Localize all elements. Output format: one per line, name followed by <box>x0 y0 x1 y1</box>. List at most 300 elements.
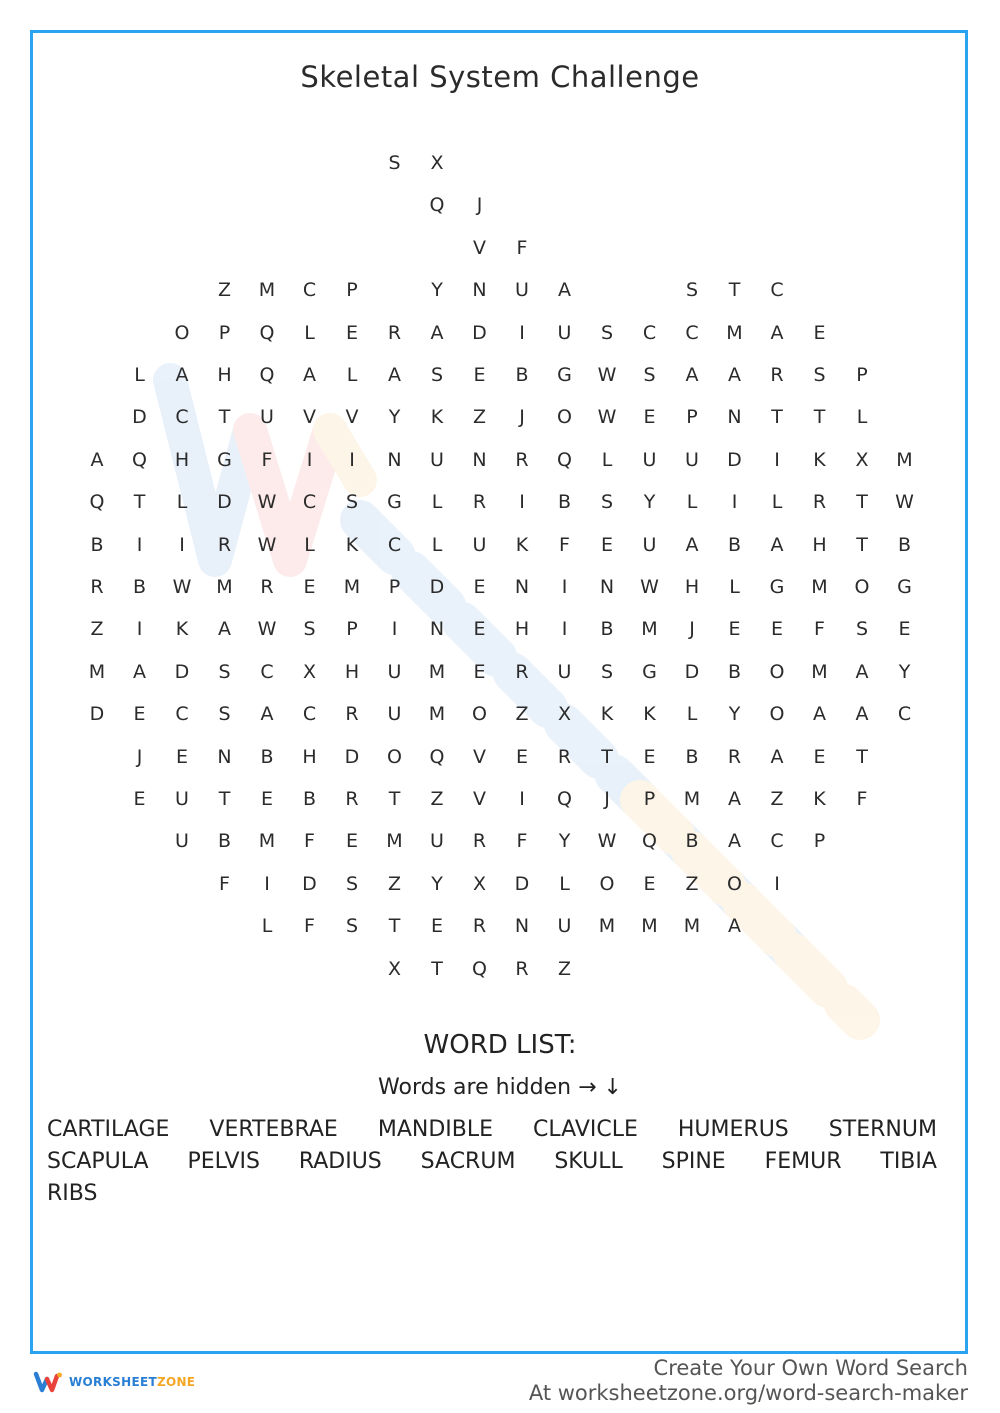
grid-letter: F <box>219 872 230 895</box>
grid-letter: I <box>774 872 780 895</box>
grid-letter: I <box>264 872 270 895</box>
grid-letter: S <box>600 660 614 683</box>
grid-letter: E <box>643 406 656 429</box>
grid-letter: E <box>813 321 826 344</box>
grid-letter: S <box>600 491 614 514</box>
grid-letter: L <box>431 491 443 514</box>
grid-letter: D <box>684 660 700 683</box>
grid-letter: E <box>133 788 146 810</box>
grid-letter: L <box>176 491 188 514</box>
grid-letter: I <box>306 448 313 471</box>
grid-letter: L <box>856 406 868 429</box>
word-list-row <box>47 1117 937 1147</box>
grid-letter: E <box>473 618 486 641</box>
grid-letter: H <box>684 576 700 598</box>
grid-letter: A <box>685 364 699 386</box>
grid-letter: A <box>770 745 784 768</box>
grid-letter: K <box>175 618 189 641</box>
grid-letter: E <box>813 745 826 768</box>
grid-letter: A <box>728 830 741 853</box>
grid-letter: N <box>514 576 530 598</box>
grid-letter: A <box>90 448 104 471</box>
grid-letter: C <box>302 279 317 302</box>
grid-letter: T <box>728 279 741 302</box>
grid-letter: E <box>345 830 358 853</box>
grid-letter: P <box>813 830 826 853</box>
grid-letter: D <box>174 660 190 683</box>
grid-letter: Y <box>388 406 401 429</box>
grid-letter: U <box>260 406 274 429</box>
grid-letter: R <box>387 321 402 344</box>
grid-letter: C <box>175 703 189 726</box>
grid-letter: G <box>769 576 785 598</box>
word-list-heading: WORD LIST: <box>423 1030 577 1060</box>
grid-letter: I <box>391 618 398 641</box>
grid-letter: E <box>898 618 911 641</box>
grid-letter: P <box>686 406 698 429</box>
grid-letter: A <box>728 788 741 810</box>
grid-letter: D <box>727 448 742 471</box>
grid-letter: G <box>557 364 572 386</box>
grid-letter: M <box>258 830 276 853</box>
grid-letter: R <box>727 745 742 768</box>
grid-letter: X <box>855 448 869 471</box>
grid-letter: S <box>345 491 359 514</box>
grid-letter: L <box>304 321 315 344</box>
grid-letter: R <box>90 576 104 598</box>
worksheetzone-logo-icon <box>33 1371 63 1393</box>
grid-letter: I <box>136 533 143 556</box>
grid-letter: Z <box>430 788 444 810</box>
grid-letter: Z <box>685 872 699 895</box>
grid-letter: H <box>302 745 317 768</box>
grid-letter: J <box>604 788 610 810</box>
grid-letter: S <box>855 618 869 641</box>
grid-letter: W <box>257 491 277 514</box>
grid-letter: Z <box>770 788 784 810</box>
grid-letter: M <box>683 788 701 810</box>
word-list-hint: Words are hidden → ↓ <box>378 1075 622 1100</box>
grid-letter: V <box>473 236 486 259</box>
grid-letter: F <box>304 915 315 938</box>
grid-letter: V <box>473 788 486 810</box>
grid-letter: L <box>601 448 613 471</box>
grid-letter: S <box>643 364 656 386</box>
grid-letter: C <box>642 321 657 344</box>
grid-letter: M <box>343 576 361 598</box>
grid-letter: U <box>387 703 402 726</box>
grid-letter: W <box>257 533 277 556</box>
grid-letter: I <box>519 788 525 810</box>
grid-letter: L <box>771 491 783 514</box>
grid-letter: I <box>731 491 738 514</box>
grid-letter: N <box>514 915 530 938</box>
grid-letter: S <box>218 703 231 726</box>
grid-letter: G <box>897 576 912 598</box>
word-item: RADIUS <box>298 1149 382 1174</box>
grid-letter: A <box>303 364 316 386</box>
grid-letter: P <box>388 576 401 598</box>
grid-letter: U <box>430 448 444 471</box>
grid-letter: W <box>597 364 617 386</box>
grid-letter: M <box>683 915 701 938</box>
footer-url-line[interactable]: At worksheetzone.org/word-search-maker <box>528 1381 968 1405</box>
grid-letter: A <box>685 533 699 556</box>
grid-letter: R <box>472 491 487 514</box>
grid-letter: E <box>303 576 316 598</box>
grid-letter: X <box>302 660 317 683</box>
grid-letter: T <box>856 533 868 556</box>
grid-letter: B <box>217 830 232 853</box>
grid-letter: L <box>686 491 698 514</box>
grid-letter: X <box>557 703 572 726</box>
grid-letter: V <box>473 745 486 768</box>
grid-letter: J <box>689 618 695 641</box>
grid-letter: M <box>386 830 403 853</box>
grid-letter: M <box>896 448 913 471</box>
grid-letter: B <box>685 830 699 853</box>
word-item: CLAVICLE <box>533 1117 638 1142</box>
grid-letter: R <box>217 533 232 556</box>
grid-letter: M <box>216 576 233 598</box>
grid-letter: I <box>179 533 185 556</box>
grid-letter: M <box>641 618 658 641</box>
grid-letter: K <box>515 533 529 556</box>
grid-letter: Q <box>557 448 572 471</box>
grid-letter: U <box>175 788 189 810</box>
grid-letter: B <box>897 533 912 556</box>
grid-letter: U <box>175 830 189 853</box>
grid-letter: R <box>515 448 529 471</box>
grid-letter: B <box>90 533 104 556</box>
grid-letter: P <box>856 364 868 386</box>
grid-letter: A <box>728 915 741 938</box>
word-item: SCAPULA <box>47 1149 149 1174</box>
grid-letter: H <box>174 448 190 471</box>
grid-letter: C <box>302 703 317 726</box>
grid-letter: O <box>472 703 487 726</box>
grid-letter: K <box>643 703 656 726</box>
grid-letter: S <box>345 915 359 938</box>
grid-letter: S <box>430 364 444 386</box>
grid-letter: Y <box>431 872 443 895</box>
grid-letter: T <box>431 957 443 980</box>
grid-letter: F <box>814 618 825 641</box>
grid-letter: K <box>345 533 359 556</box>
grid-letter: T <box>601 745 613 768</box>
grid-letter: R <box>345 703 359 726</box>
grid-letter: P <box>346 279 358 302</box>
grid-letter: I <box>519 491 525 514</box>
grid-letter: Z <box>90 618 104 641</box>
word-item: MANDIBLE <box>377 1117 494 1142</box>
grid-letter: Z <box>515 703 529 726</box>
grid-letter: E <box>515 745 528 768</box>
grid-letter: A <box>133 660 146 683</box>
word-item: STERNUM <box>828 1117 937 1142</box>
grid-letter: T <box>771 406 783 429</box>
grid-letter: O <box>557 406 572 429</box>
grid-letter: U <box>685 448 699 471</box>
grid-letter: S <box>218 660 231 683</box>
grid-letter: D <box>302 872 317 895</box>
grid-letter: F <box>516 830 528 853</box>
grid-letter: E <box>260 788 273 810</box>
grid-letter: U <box>642 448 657 471</box>
grid-letter: Y <box>558 830 571 853</box>
grid-letter: N <box>429 618 445 641</box>
grid-letter: A <box>813 703 826 726</box>
grid-letter: L <box>431 533 443 556</box>
grid-letter: Y <box>728 703 741 726</box>
grid-letter: Q <box>259 321 275 344</box>
grid-letter: U <box>642 533 657 556</box>
grid-letter: X <box>387 957 402 980</box>
grid-letter: R <box>472 830 487 853</box>
grid-letter: Z <box>217 279 232 302</box>
grid-letter: N <box>387 448 402 471</box>
grid-letter: F <box>856 788 868 810</box>
grid-letter: L <box>346 364 358 386</box>
grid-letter: L <box>729 576 740 598</box>
grid-letter: T <box>856 491 868 514</box>
grid-letter: E <box>473 576 486 598</box>
grid-letter: P <box>218 321 231 344</box>
grid-letter: R <box>515 957 529 980</box>
grid-letter: K <box>813 448 826 471</box>
grid-letter: T <box>388 915 401 938</box>
grid-letter: V <box>303 406 316 429</box>
grid-letter: F <box>261 448 273 471</box>
word-item: SKULL <box>554 1149 623 1174</box>
grid-letter: U <box>387 660 402 683</box>
grid-letter: S <box>813 364 826 386</box>
grid-letter: C <box>897 703 912 726</box>
grid-letter: H <box>344 660 360 683</box>
grid-letter: B <box>132 576 147 598</box>
grid-letter: E <box>643 872 656 895</box>
grid-letter: Q <box>557 788 572 810</box>
word-item: TIBIA <box>880 1149 937 1174</box>
word-list-row <box>47 1149 937 1179</box>
grid-letter: U <box>557 660 572 683</box>
grid-letter: A <box>218 618 231 641</box>
grid-letter: S <box>685 279 699 302</box>
grid-letter: Q <box>642 830 657 853</box>
grid-letter: E <box>473 660 486 683</box>
grid-letter: M <box>811 576 828 598</box>
grid-letter: F <box>559 533 570 556</box>
grid-letter: T <box>218 788 231 810</box>
grid-letter: E <box>770 618 783 641</box>
grid-letter: B <box>600 618 614 641</box>
word-item: PELVIS <box>187 1149 260 1174</box>
grid-letter: B <box>302 788 317 810</box>
grid-letter: B <box>727 660 742 683</box>
grid-letter: A <box>770 321 784 344</box>
grid-letter: M <box>258 279 276 302</box>
grid-letter: N <box>472 279 487 302</box>
grid-letter: Z <box>472 406 487 429</box>
grid-letter: S <box>345 872 359 895</box>
grid-letter: Y <box>643 491 656 514</box>
grid-letter: E <box>175 745 188 768</box>
grid-letter: U <box>472 533 487 556</box>
grid-letter: D <box>429 576 445 598</box>
grid-letter: E <box>473 364 486 386</box>
grid-letter: R <box>515 660 529 683</box>
grid-letter: R <box>472 915 487 938</box>
grid-letter: M <box>641 915 658 938</box>
grid-letter: M <box>811 660 828 683</box>
grid-letter: Z <box>387 872 402 895</box>
grid-letter: C <box>302 491 317 514</box>
grid-letter: J <box>136 745 143 768</box>
grid-letter: R <box>557 745 572 768</box>
grid-letter: N <box>599 576 615 598</box>
grid-letter: A <box>770 533 784 556</box>
word-item: RIBS <box>47 1181 98 1206</box>
grid-letter: C <box>387 533 402 556</box>
grid-letter: O <box>769 660 785 683</box>
grid-letter: N <box>727 406 742 429</box>
grid-letter: R <box>770 364 784 386</box>
grid-letter: T <box>133 491 146 514</box>
grid-letter: M <box>726 321 743 344</box>
grid-letter: M <box>428 703 446 726</box>
grid-letter: G <box>642 660 657 683</box>
grid-letter: P <box>643 788 656 810</box>
grid-letter: A <box>558 279 571 302</box>
grid-letter: O <box>599 872 615 895</box>
grid-letter: A <box>728 364 741 386</box>
grid-letter: D <box>89 703 105 726</box>
grid-letter: G <box>217 448 232 471</box>
grid-letter: A <box>855 703 869 726</box>
grid-letter: E <box>133 703 146 726</box>
grid-letter: Q <box>429 745 445 768</box>
grid-letter: H <box>217 364 232 386</box>
grid-letter: Y <box>898 660 911 683</box>
grid-letter: C <box>175 406 189 429</box>
word-item: CARTILAGE <box>47 1117 170 1142</box>
grid-letter: W <box>172 576 192 598</box>
grid-letter: D <box>472 321 487 344</box>
grid-letter: Q <box>429 194 445 217</box>
grid-letter: M <box>598 915 616 938</box>
grid-letter: D <box>344 745 360 768</box>
grid-letter: B <box>727 533 742 556</box>
grid-letter: U <box>515 279 529 302</box>
word-item: HUMERUS <box>677 1117 789 1142</box>
grid-letter: E <box>643 745 656 768</box>
grid-letter: D <box>217 491 232 514</box>
grid-letter: R <box>260 576 274 598</box>
grid-letter: L <box>686 703 698 726</box>
grid-letter: A <box>855 660 869 683</box>
brand-name: WORKSHEETZONE <box>69 1375 196 1389</box>
grid-letter: C <box>770 279 784 302</box>
grid-letter: T <box>856 745 868 768</box>
grid-letter: K <box>813 788 826 810</box>
page-title: Skeletal System Challenge <box>300 60 700 94</box>
footer-cta-line: Create Your Own Word Search <box>653 1356 968 1380</box>
grid-letter: K <box>600 703 614 726</box>
grid-letter: U <box>430 830 444 853</box>
grid-letter: E <box>600 533 613 556</box>
grid-letter: A <box>175 364 189 386</box>
grid-letter: R <box>812 491 827 514</box>
grid-letter: H <box>514 618 530 641</box>
grid-letter: F <box>516 236 528 259</box>
grid-letter: I <box>561 618 568 641</box>
grid-letter: Q <box>132 448 147 471</box>
grid-letter: I <box>519 321 525 344</box>
grid-letter: E <box>345 321 358 344</box>
grid-letter: Z <box>557 957 572 980</box>
grid-letter: C <box>260 660 274 683</box>
grid-letter: I <box>561 576 568 598</box>
grid-letter: L <box>304 533 315 556</box>
grid-letter: L <box>261 915 273 938</box>
grid-letter: E <box>728 618 741 641</box>
grid-letter: W <box>597 830 617 853</box>
worksheetzone-logo[interactable] <box>33 1371 195 1393</box>
word-item: SPINE <box>661 1149 726 1174</box>
grid-letter: S <box>303 618 316 641</box>
grid-letter: W <box>640 576 659 598</box>
grid-letter: D <box>514 872 530 895</box>
grid-letter: B <box>515 364 529 386</box>
grid-letter: O <box>769 703 785 726</box>
grid-letter: X <box>472 872 487 895</box>
grid-letter: C <box>770 830 784 853</box>
word-item: SACRUM <box>420 1149 516 1174</box>
grid-letter: Q <box>89 491 105 514</box>
grid-letter: Q <box>259 364 275 386</box>
grid-letter: L <box>134 364 145 386</box>
grid-letter: U <box>557 915 572 938</box>
grid-letter: E <box>430 915 443 938</box>
grid-letter: N <box>472 448 487 471</box>
grid-letter: N <box>217 745 232 768</box>
word-item: VERTEBRAE <box>209 1117 338 1142</box>
grid-letter: D <box>132 406 147 429</box>
grid-letter: M <box>88 660 106 683</box>
grid-letter: W <box>597 406 617 429</box>
grid-letter: V <box>345 406 359 429</box>
grid-letter: T <box>388 788 401 810</box>
grid-letter: A <box>430 321 444 344</box>
grid-letter: I <box>774 448 780 471</box>
grid-letter: M <box>428 660 446 683</box>
grid-letter: U <box>557 321 572 344</box>
grid-letter: J <box>476 194 483 217</box>
grid-letter: J <box>519 406 525 429</box>
grid-letter: B <box>260 745 274 768</box>
grid-letter: O <box>174 321 190 344</box>
grid-letter: X <box>430 152 444 174</box>
grid-letter: P <box>346 618 358 641</box>
grid-letter: A <box>388 364 401 386</box>
grid-letter: T <box>813 406 826 429</box>
grid-letter: W <box>257 618 277 641</box>
grid-letter: I <box>349 448 355 471</box>
grid-letter: F <box>304 830 315 853</box>
grid-letter: K <box>430 406 444 429</box>
grid-letter: W <box>895 491 914 514</box>
grid-letter: B <box>685 745 699 768</box>
